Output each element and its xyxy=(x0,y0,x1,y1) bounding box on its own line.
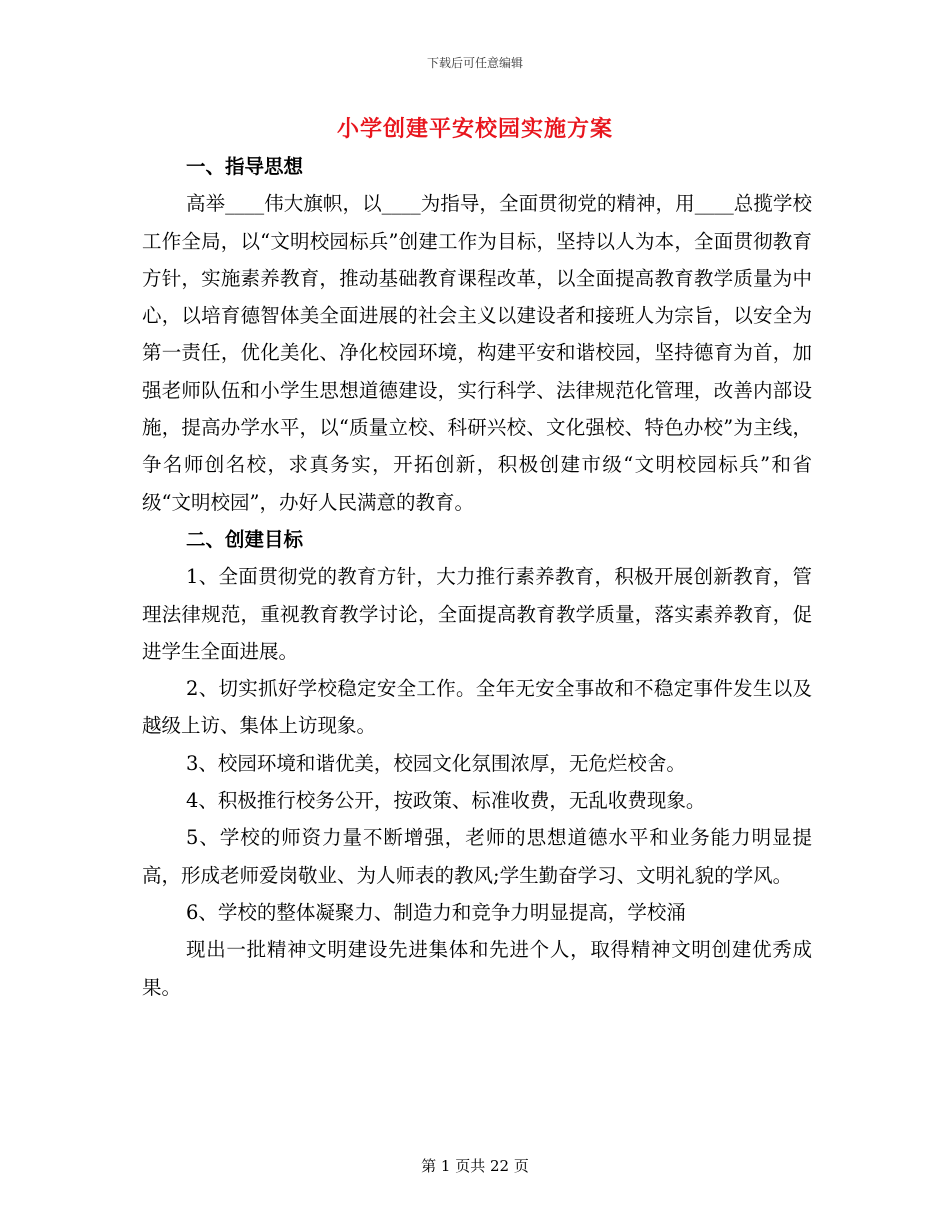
goal-item-continued: 现出一批精神文明建设先进集体和先进个人，取得精神文明创建优秀成果。 xyxy=(142,938,812,999)
document-title: 小学创建平安校园实施方案 xyxy=(336,116,613,142)
paragraph-guiding-ideology: 高举____伟大旗帜，以____为指导，全面贯彻党的精神，用____总揽学校工作全局，以“文明校园标兵”创建工作为目标，坚持以人为本，全面贯彻教育方针，实施素养教育，推动基础教育课程改革，以全面提高教育教学质量为中心，以培育德智体美全面进展的社会主义以建设者和接班人为宗旨，以安全为第一责任，优化美化、净化校园环境，构建平安和谐校园，坚持德育为首，加强老师队伍和小学生思想道德建设，实行科学、法律规范化管理，改善内部设施，提高办学水平，以“质量立校、科研兴校、文化强校、特色办校”为主线，争名师创名校，求真务实，开拓创新，积极创建市级“文明校园标兵”和省级“文明校园”，办好人民满意的教育。 xyxy=(142,192,812,514)
page-footer: 第 1 页共 22 页 xyxy=(421,1157,529,1175)
section-heading-guiding-ideology: 一、指导思想 xyxy=(186,155,304,178)
goal-item: 1、全面贯彻党的教育方针，大力推行素养教育，积极开展创新教育，管理法律规范，重视教育教学讨论，全面提高教育教学质量，落实素养教育，促进学生全面进展。 xyxy=(142,565,812,663)
section-heading-goals: 二、创建目标 xyxy=(186,527,304,551)
goal-item: 6、学校的整体凝聚力、制造力和竞争力明显提高，学校涌 xyxy=(186,900,686,924)
header-note: 下载后可任意编辑 xyxy=(426,56,523,70)
goal-item: 4、积极推行校务公开，按政策、标准收费，无乱收费现象。 xyxy=(186,789,706,813)
goal-item: 3、校园环境和谐优美，校园文化氛围浓厚，无危烂校舍。 xyxy=(186,751,686,775)
goal-item: 2、切实抓好学校稳定安全工作。全年无安全事故和不稳定事件发生以及越级上访、集体上访现象。 xyxy=(142,677,812,738)
document-body xyxy=(142,148,812,1006)
goal-item: 5、学校的师资力量不断增强，老师的思想道德水平和业务能力明显提高，形成老师爱岗敬业、为人师表的教风;学生勤奋学习、文明礼貌的学风。 xyxy=(142,826,812,887)
